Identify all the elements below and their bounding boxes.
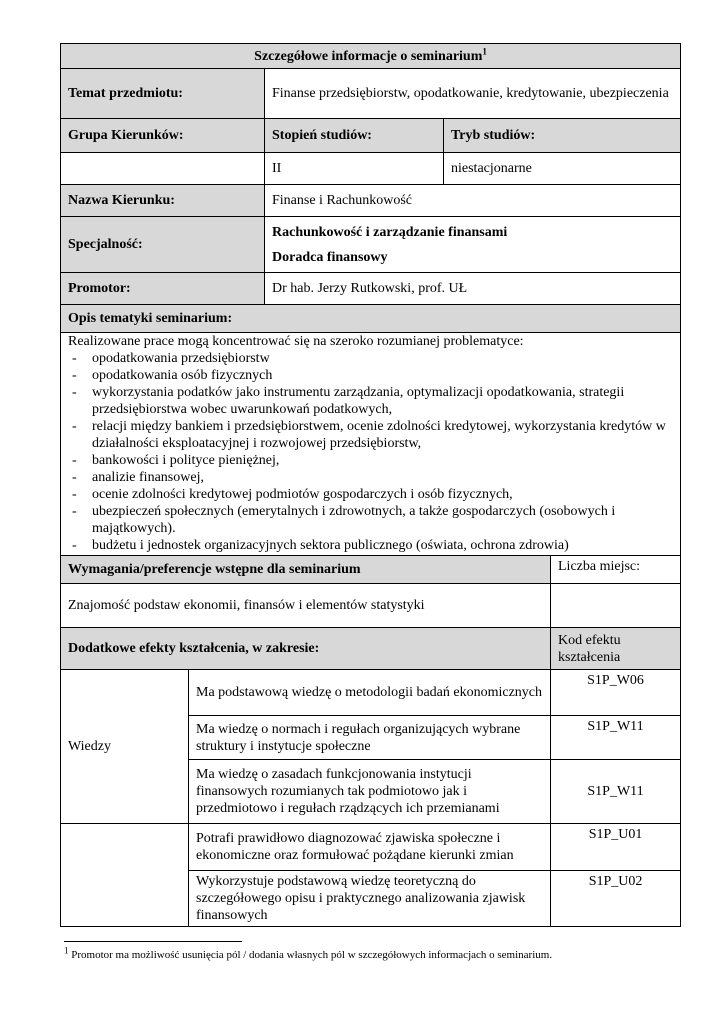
specialty-value (265, 217, 681, 273)
topic-row (61, 69, 681, 119)
headers-row (61, 119, 681, 153)
list-item: - opodatkowania przedsiębiorstw (68, 350, 673, 367)
promoter-label: Promotor: (61, 273, 265, 305)
outcome-text: Ma wiedzę o zasadach funkcjonowania instytucji finansowych rozumianych tak podmiotowo jak i przedmiotowo i regułach rządzących ich przemianami (189, 760, 551, 824)
list-item: - relacji między bankiem i przedsiębiorstwem, ocenie zdolności kredytowej, wykorzystania kredytów w działalności eksploatacyjnej i rozwojowej przedsiębiorstw, (68, 418, 673, 452)
requirements-heading: Wymagania/preferencje wstępne dla seminarium (61, 556, 551, 584)
values-row (61, 153, 681, 185)
topic-list (68, 350, 673, 554)
topic-label: Temat przedmiotu: (61, 69, 265, 119)
skills-row (61, 824, 681, 871)
field-row (61, 185, 681, 217)
title-row (61, 44, 681, 69)
list-item: - ocenie zdolności kredytowej podmiotów gospodarczych i osób fizycznych, (68, 486, 673, 503)
knowledge-label: Wiedzy (61, 670, 189, 824)
field-value: Finanse i Rachunkowość (265, 185, 681, 217)
outcome-code: S1P_W11 (551, 760, 681, 824)
list-item: - bankowości i polityce pieniężnej, (68, 452, 673, 469)
outcome-code: S1P_W06 (551, 670, 681, 716)
page-title: Szczegółowe informacje o seminarium (254, 48, 483, 64)
description-body-row (61, 333, 681, 556)
description-intro: Realizowane prace mogą koncentrować się na szeroko rozumianej problematyce: (68, 334, 524, 349)
outcome-text: Ma wiedzę o normach i regułach organizujących wybrane struktury i instytucje społeczne (189, 716, 551, 760)
mode-value: niestacjonarne (444, 153, 681, 185)
topic-value: Finanse przedsiębiorstw, opodatkowanie, kredytowanie, ubezpieczenia (265, 69, 681, 119)
list-item: - wykorzystania podatków jako instrumentu zarządzania, optymalizacji opodatkowania, strategii przedsiębiorstwa wobec uwarunkowań podatkowych, (68, 384, 673, 418)
field-label: Nazwa Kierunku: (61, 185, 265, 217)
outcomes-heading-row (61, 628, 681, 670)
specialty-line-1: Rachunkowość i zarządzanie finansami (272, 224, 508, 240)
outcome-code: S1P_W11 (551, 716, 681, 760)
list-item: - analizie finansowej, (68, 469, 673, 486)
outcomes-heading: Dodatkowe efekty kształcenia, w zakresie: (61, 628, 551, 670)
description-body (61, 333, 681, 556)
list-item: - budżetu i jednostek organizacyjnych sektora publicznego (oświata, ochrona zdrowia) (68, 537, 673, 554)
outcome-code: S1P_U01 (551, 824, 681, 871)
outcome-code-header: Kod efektu kształcenia (551, 628, 681, 670)
mode-header: Tryb studiów: (444, 119, 681, 153)
specialty-row (61, 217, 681, 273)
knowledge-row (61, 670, 681, 716)
requirements-heading-row (61, 556, 681, 584)
specialty-line-2: Doradca finansowy (272, 249, 388, 265)
footnote (64, 945, 684, 962)
outcome-text: Potrafi prawidłowo diagnozować zjawiska społeczne i ekonomiczne oraz formułować pożądane kierunki zmian (189, 824, 551, 871)
degree-value: II (265, 153, 444, 185)
description-heading: Opis tematyki seminarium: (61, 305, 681, 333)
outcome-text: Wykorzystuje podstawową wiedzę teoretyczną do szczegółowego opisu i praktycznego analizowania zjawisk finansowych (189, 871, 551, 927)
requirements-row (61, 584, 681, 628)
places-value (551, 584, 681, 628)
promoter-value: Dr hab. Jerzy Rutkowski, prof. UŁ (265, 273, 681, 305)
degree-header: Stopień studiów: (265, 119, 444, 153)
group-value (61, 153, 265, 185)
requirements-value: Znajomość podstaw ekonomii, finansów i elementów statystyki (61, 584, 551, 628)
title-cell (61, 44, 681, 69)
title-footnote-mark: 1 (482, 45, 487, 56)
footnote-text: Promotor ma możliwość usunięcia pól / dodania własnych pól w szczegółowych informacjach o seminarium. (71, 949, 553, 961)
places-label: Liczba miejsc: (551, 556, 681, 584)
footnote-divider (64, 941, 242, 942)
promoter-row (61, 273, 681, 305)
seminar-info-table (60, 43, 681, 927)
specialty-label: Specjalność: (61, 217, 265, 273)
skills-label (61, 824, 189, 927)
outcome-code: S1P_U02 (551, 871, 681, 927)
list-item: - opodatkowania osób fizycznych (68, 367, 673, 384)
list-item: - ubezpieczeń społecznych (emerytalnych i zdrowotnych, a także gospodarczych (osobowych i majątkowych). (68, 503, 673, 537)
description-heading-row (61, 305, 681, 333)
footnote-mark: 1 (64, 945, 69, 956)
group-header: Grupa Kierunków: (61, 119, 265, 153)
outcome-text: Ma podstawową wiedzę o metodologii badań ekonomicznych (189, 670, 551, 716)
